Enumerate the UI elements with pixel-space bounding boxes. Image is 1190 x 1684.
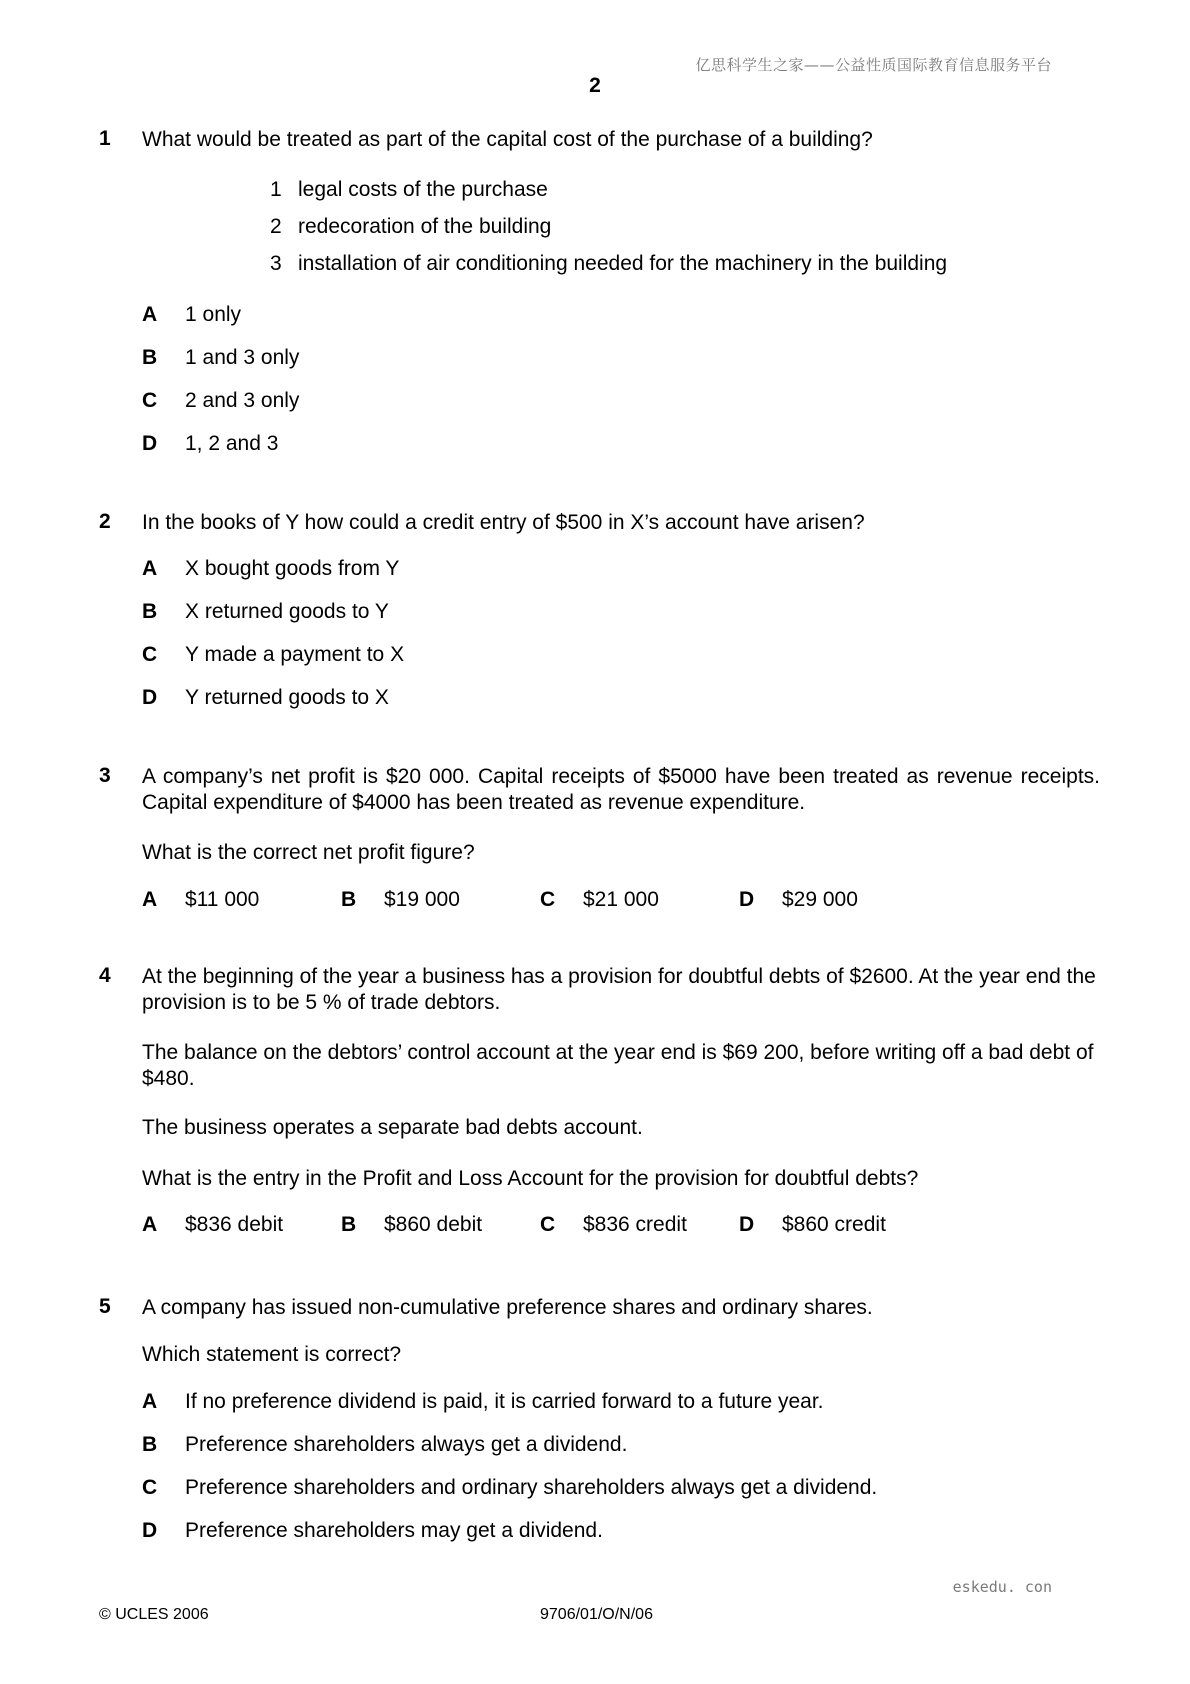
question-text: At the beginning of the year a business has a provision for doubtful debts of $2600. At the year end the provision is to be 5 % of trade debtors. xyxy=(142,965,1096,1014)
question-number: 2 xyxy=(99,510,111,533)
option-text: Preference shareholders always get a dividend. xyxy=(185,1433,628,1456)
option-text: $860 debit xyxy=(384,1213,483,1236)
option-letter: A xyxy=(142,888,158,911)
option-letter: D xyxy=(142,432,158,455)
statement-number: 3 xyxy=(270,252,282,275)
question-text: What would be treated as part of the capital cost of the purchase of a building? xyxy=(142,128,873,151)
question-number: 4 xyxy=(99,964,111,987)
option-text: Preference shareholders may get a dividend. xyxy=(185,1519,603,1542)
option-letter: C xyxy=(142,643,158,666)
option-text: $836 debit xyxy=(185,1213,284,1236)
page-number: 2 xyxy=(589,74,601,97)
statement-number: 1 xyxy=(270,178,282,201)
option-text: Y made a payment to X xyxy=(185,643,405,666)
question-number: 5 xyxy=(99,1295,111,1318)
option-letter: C xyxy=(540,888,556,911)
question-text: A company has issued non-cumulative preference shares and ordinary shares. xyxy=(142,1296,873,1319)
option-text: $860 credit xyxy=(782,1213,886,1236)
option-letter: A xyxy=(142,1213,158,1236)
option-text: X returned goods to Y xyxy=(185,600,389,623)
option-text: Y returned goods to X xyxy=(185,686,389,709)
option-letter: C xyxy=(540,1213,556,1236)
option-letter: D xyxy=(142,1519,158,1542)
footer-watermark: eskedu. con xyxy=(952,1578,1052,1596)
option-text: $19 000 xyxy=(384,888,460,911)
question-number: 1 xyxy=(99,127,111,150)
option-text: Preference shareholders and ordinary shareholders always get a dividend. xyxy=(185,1476,878,1499)
header-watermark: 亿思科学生之家——公益性质国际教育信息服务平台 xyxy=(695,56,1052,74)
option-text: $21 000 xyxy=(583,888,659,911)
option-letter: B xyxy=(142,1433,158,1456)
option-text: $29 000 xyxy=(782,888,858,911)
question-text: The business operates a separate bad debts account. xyxy=(142,1116,643,1139)
option-text: $11 000 xyxy=(185,888,260,911)
option-letter: D xyxy=(739,1213,755,1236)
option-letter: B xyxy=(142,346,158,369)
question-text: The balance on the debtors’ control account at the year end is $69 200, before writing off a bad debt of $480. xyxy=(142,1041,1094,1090)
option-text: $836 credit xyxy=(583,1213,687,1236)
option-letter: C xyxy=(142,1476,158,1499)
question-text: A company’s net profit is $20 000. Capital receipts of $5000 have been treated as revenue receipts. Capital expenditure of $4000 has been treated as revenue expenditure. xyxy=(142,765,1100,814)
option-letter: C xyxy=(142,389,158,412)
statement-text: installation of air conditioning needed for the machinery in the building xyxy=(298,252,948,275)
option-letter: B xyxy=(341,888,357,911)
option-text: X bought goods from Y xyxy=(185,557,400,580)
option-letter: B xyxy=(142,600,158,623)
option-letter: B xyxy=(341,1213,357,1236)
statement-number: 2 xyxy=(270,215,282,238)
question-number: 3 xyxy=(99,764,111,787)
option-letter: D xyxy=(739,888,755,911)
option-letter: A xyxy=(142,303,158,326)
question-text: In the books of Y how could a credit entry of $500 in X’s account have arisen? xyxy=(142,511,865,534)
question-prompt: Which statement is correct? xyxy=(142,1343,402,1366)
option-letter: A xyxy=(142,1390,158,1413)
question-prompt: What is the entry in the Profit and Loss Account for the provision for doubtful debts? xyxy=(142,1167,919,1190)
option-letter: D xyxy=(142,686,158,709)
statement-text: legal costs of the purchase xyxy=(298,178,548,201)
option-text: 1, 2 and 3 xyxy=(185,432,279,455)
option-text: If no preference dividend is paid, it is carried forward to a future year. xyxy=(185,1390,824,1413)
option-text: 2 and 3 only xyxy=(185,389,300,412)
footer-copyright: © UCLES 2006 xyxy=(99,1606,209,1623)
option-text: 1 and 3 only xyxy=(185,346,300,369)
option-text: 1 only xyxy=(185,303,242,326)
footer-paper-code: 9706/01/O/N/06 xyxy=(540,1606,653,1623)
question-prompt: What is the correct net profit figure? xyxy=(142,841,475,864)
option-letter: A xyxy=(142,557,158,580)
statement-text: redecoration of the building xyxy=(298,215,552,238)
